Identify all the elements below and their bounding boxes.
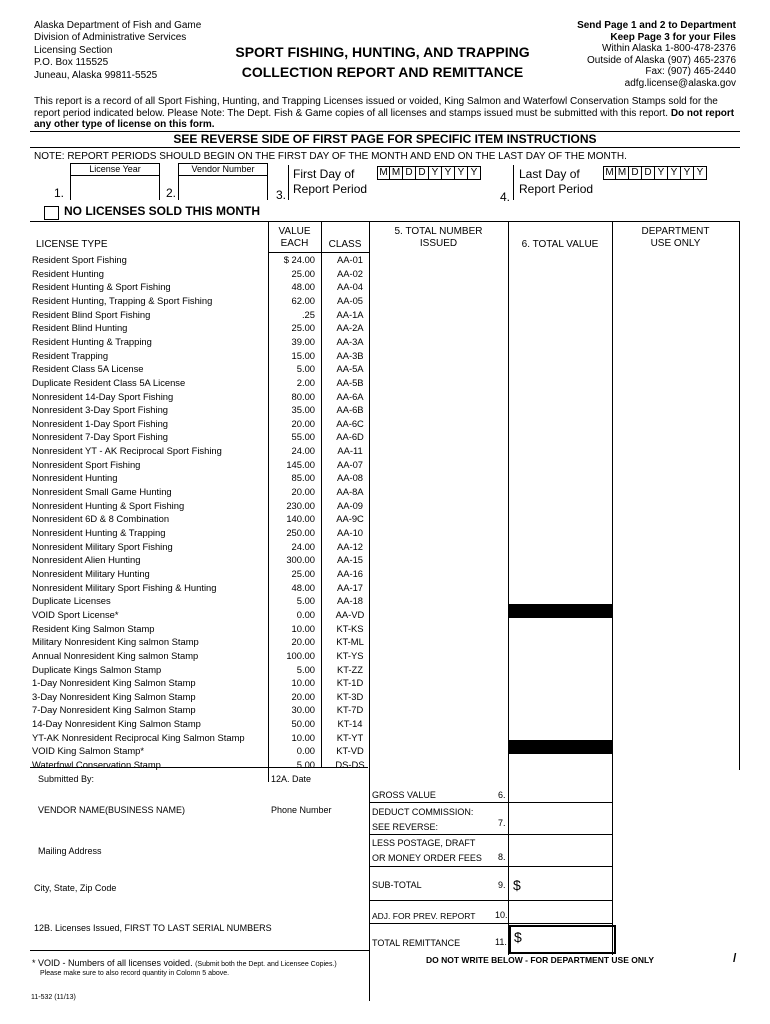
license-class: AA-1A: [336, 308, 364, 320]
license-name: Nonresident 14-Day Sport Fishing: [32, 390, 174, 402]
col-header-line: USE ONLY: [650, 238, 701, 249]
license-name: Resident Sport Fishing: [32, 254, 127, 265]
contact-line: Outside of Alaska (907) 465-2376: [587, 54, 736, 66]
table-row: [32, 308, 372, 322]
intro-paragraph: [34, 96, 740, 131]
table-row: [32, 703, 372, 717]
license-name: Nonresident 1-Day Sport Fishing: [32, 417, 169, 429]
line-number: 7.: [498, 818, 506, 828]
gross-value-label: GROSS VALUE: [372, 790, 436, 800]
license-class: AA-5B: [336, 376, 364, 388]
see-reverse-heading: SEE REVERSE SIDE OF FIRST PAGE FOR SPECIFIC ITEM INSTRUCTIONS: [173, 132, 597, 146]
col-header-total-number: [369, 226, 508, 250]
address-line: Juneau, Alaska 99811-5525: [34, 69, 158, 81]
date-cell[interactable]: Y: [681, 166, 694, 180]
table-row: [32, 253, 372, 267]
date-cell[interactable]: D: [642, 166, 655, 180]
last-day-line: Last Day of: [519, 167, 580, 181]
phone-label: Phone Number: [271, 805, 332, 815]
license-class: AA-01: [336, 254, 364, 265]
totals-rule: [369, 802, 612, 803]
void-note-text: * VOID - Numbers of all licenses voided.: [32, 958, 193, 968]
deduct-commission-label: [372, 805, 473, 835]
license-value: .25: [301, 308, 315, 320]
license-class: AA-08: [336, 472, 364, 484]
license-value: 55.00: [291, 431, 315, 443]
less-line: LESS POSTAGE, DRAFT: [372, 838, 476, 848]
license-value: 0.00: [296, 608, 315, 620]
record-note: Please make sure to also record quantity in Colomn 5 above.: [40, 970, 230, 977]
table-row: [32, 430, 372, 444]
license-name: Nonresident 6D & 8 Combination: [32, 513, 170, 525]
col-header-value: [268, 226, 321, 250]
line-number: 8.: [498, 852, 506, 862]
license-name: Resident Hunting, Trapping & Sport Fishing: [32, 294, 213, 306]
license-name: Waterfowl Conservation Stamp: [32, 759, 161, 771]
license-name: 7-Day Nonresident King Salmon Stamp: [32, 704, 196, 716]
license-value: 10.00: [291, 677, 315, 689]
col-rule: [612, 221, 613, 955]
date-cell[interactable]: Y: [694, 166, 707, 180]
table-row: [32, 717, 372, 731]
keep-instruction: Keep Page 3 for your Files: [610, 31, 736, 43]
table-row: [32, 567, 372, 581]
subtotal-label: SUB-TOTAL: [372, 880, 422, 890]
license-value: 250.00: [286, 527, 315, 538]
license-name: Nonresident 3-Day Sport Fishing: [32, 404, 169, 416]
table-row: [32, 499, 372, 513]
no-licenses-checkbox[interactable]: [44, 206, 59, 220]
first-day-line: First Day of: [293, 167, 355, 181]
license-name: Nonresident Hunting & Sport Fishing: [32, 499, 185, 511]
license-year-label: License Year: [70, 163, 160, 176]
license-value: 300.00: [286, 554, 315, 566]
less-postage-label: [372, 836, 482, 866]
license-value: 230.00: [286, 499, 315, 511]
table-row: [32, 294, 372, 308]
license-class: AA-04: [336, 281, 364, 293]
col-header-line: DEPARTMENT: [641, 226, 710, 237]
form-number: 11-532 (11/13): [31, 994, 76, 1001]
date-cell[interactable]: Y: [442, 166, 455, 180]
license-class: AA-6A: [336, 390, 364, 402]
license-class: AA-3A: [336, 335, 364, 347]
license-value: 5.00: [296, 595, 315, 607]
license-class: AA-05: [336, 294, 364, 306]
first-day-line: Report Period: [293, 182, 368, 196]
last-day-date-cells[interactable]: [603, 166, 707, 180]
license-name: 1-Day Nonresident King Salmon Stamp: [32, 677, 196, 689]
license-class: KT-VD: [336, 745, 364, 757]
table-row: [32, 581, 372, 595]
field-divider: [288, 165, 289, 200]
license-value: 20.00: [291, 690, 315, 702]
license-name: Duplicate Kings Salmon Stamp: [32, 663, 162, 675]
license-class: DS-DS: [335, 759, 365, 771]
license-name: Resident Hunting & Trapping: [32, 335, 152, 347]
dollar-sign: $: [513, 877, 521, 893]
deduct-line: DEDUCT COMMISSION:: [372, 807, 474, 817]
table-row: [32, 512, 372, 526]
table-row: [32, 622, 372, 636]
void-note: [32, 958, 337, 968]
license-class: AA-12: [336, 540, 364, 552]
license-name: Nonresident Military Hunting: [32, 567, 150, 579]
intro-bold-text: Do not report any other type of license on this form.: [34, 107, 735, 131]
address-line: Licensing Section: [34, 44, 113, 56]
first-day-date-cells[interactable]: [377, 166, 481, 180]
license-class: AA-07: [336, 458, 364, 470]
total-remittance-label: TOTAL REMITTANCE: [372, 938, 461, 948]
table-row: [32, 362, 372, 376]
line-number: 11.: [495, 937, 507, 947]
address-line: Division of Administrative Services: [34, 32, 187, 44]
col-header-class: CLASS: [328, 239, 362, 250]
date-cell[interactable]: Y: [668, 166, 681, 180]
license-name: Resident Hunting: [32, 267, 104, 279]
license-value: 140.00: [286, 513, 315, 525]
table-row: [32, 376, 372, 390]
license-name: Duplicate Resident Class 5A License: [32, 376, 186, 388]
date-cell[interactable]: M: [603, 166, 616, 180]
license-class: AA-8A: [336, 486, 364, 498]
agency-address: [34, 20, 201, 82]
void-blackout: [509, 740, 612, 754]
contact-line: Within Alaska 1-800-478-2376: [602, 43, 736, 54]
vendor-name-label: VENDOR NAME(BUSINESS NAME): [38, 805, 186, 815]
col-header-department: [612, 226, 739, 250]
license-name: Nonresident Small Game Hunting: [32, 486, 172, 498]
license-value: 62.00: [291, 294, 315, 306]
license-class: AA-15: [336, 554, 364, 566]
no-licenses-label: NO LICENSES SOLD THIS MONTH: [64, 204, 261, 218]
line-number: 6.: [498, 790, 506, 800]
less-line: OR MONEY ORDER FEES: [372, 853, 482, 863]
serials-label: 12B. Licenses Issued, FIRST TO LAST SERIAL NUMBERS: [34, 923, 272, 933]
table-row: [32, 758, 372, 772]
field-number: 2.: [166, 186, 177, 200]
license-value: 30.00: [291, 704, 315, 716]
field-divider: [513, 165, 514, 200]
date-cell[interactable]: Y: [455, 166, 468, 180]
license-value: 5.00: [296, 363, 315, 375]
totals-rule: [369, 866, 612, 867]
license-value: 50.00: [291, 718, 315, 730]
table-row: [32, 649, 372, 663]
form-title: [205, 42, 560, 82]
date-cell[interactable]: D: [403, 166, 416, 180]
license-class: AA-6B: [336, 404, 364, 416]
date-cell[interactable]: Y: [468, 166, 481, 180]
submitted-by-label: Submitted By:: [38, 774, 95, 784]
adj-label: ADJ. FOR PREV. REPORT: [372, 911, 476, 921]
table-row: [32, 540, 372, 554]
license-name: Military Nonresident King salmon Stamp: [32, 636, 199, 648]
contact-email: adfg.license@alaska.gov: [624, 77, 736, 89]
license-class: AA-16: [336, 567, 364, 579]
mailing-address-label: Mailing Address: [38, 846, 102, 856]
license-value: 5.00: [296, 759, 315, 771]
license-class: KT-KS: [336, 622, 364, 634]
license-name: Resident Blind Sport Fishing: [32, 308, 151, 320]
license-class: AA-6D: [336, 431, 364, 443]
totals-rule: [369, 900, 612, 901]
date-cell[interactable]: D: [416, 166, 429, 180]
date-cell[interactable]: Y: [429, 166, 442, 180]
license-class: KT-3D: [336, 690, 364, 702]
field-number: 3.: [276, 188, 287, 202]
contact-block: [577, 20, 736, 89]
license-class: KT-ML: [336, 636, 364, 648]
license-name: Nonresident Alien Hunting: [32, 554, 141, 566]
license-class: AA-11: [337, 445, 363, 457]
table-row: [32, 526, 372, 540]
license-class: AA-VD: [335, 608, 365, 620]
license-name: VOID King Salmon Stamp*: [32, 745, 145, 757]
table-row: [32, 417, 372, 431]
table-row: [32, 321, 372, 335]
license-name: Resident King Salmon Stamp: [32, 622, 155, 634]
license-name: 3-Day Nonresident King Salmon Stamp: [32, 690, 196, 702]
license-name: Nonresident Military Sport Fishing & Hunting: [32, 581, 217, 593]
table-row: [32, 676, 372, 690]
license-value: 2.00: [296, 376, 315, 388]
date-cell[interactable]: M: [390, 166, 403, 180]
table-row: [32, 608, 372, 622]
first-day-label: [293, 167, 367, 197]
license-class: AA-2A: [336, 322, 364, 334]
license-value: 10.00: [291, 622, 315, 634]
license-name: Nonresident YT - AK Reciprocal Sport Fishing: [32, 445, 222, 457]
table-row: [32, 485, 372, 499]
footer-rule: [30, 950, 369, 951]
license-name: Nonresident Military Sport Fishing: [32, 540, 173, 552]
license-value: 145.00: [286, 458, 315, 470]
license-class: KT-ZZ: [336, 663, 364, 675]
field-number: 1.: [54, 186, 65, 200]
table-row: [32, 594, 372, 608]
license-class: AA-17: [336, 581, 364, 593]
line-number: 10.: [495, 910, 508, 920]
license-class: AA-02: [336, 267, 364, 279]
license-name: Nonresident 7-Day Sport Fishing: [32, 431, 169, 443]
table-row: [32, 267, 372, 281]
license-name: Resident Hunting & Sport Fishing: [32, 281, 171, 293]
license-name: Nonresident Sport Fishing: [32, 458, 141, 470]
dollar-sign: $: [514, 929, 522, 945]
title-line: COLLECTION REPORT AND REMITTANCE: [241, 64, 524, 80]
mark: /: [733, 951, 737, 965]
deduct-line: SEE REVERSE:: [372, 822, 439, 832]
license-class: AA-6C: [336, 417, 364, 429]
title-line: SPORT FISHING, HUNTING, AND TRAPPING: [235, 44, 530, 60]
license-value: 10.00: [291, 731, 315, 743]
license-value: 100.00: [286, 649, 315, 661]
license-name: Annual Nonresident King salmon Stamp: [32, 649, 199, 661]
license-value: 20.00: [291, 417, 315, 429]
table-row: [32, 744, 372, 758]
send-instruction: Send Page 1 and 2 to Department: [577, 20, 736, 31]
table-row: [32, 635, 372, 649]
last-day-line: Report Period: [519, 182, 594, 196]
col-header-total-value: 6. TOTAL VALUE: [521, 239, 599, 250]
col-header-line: VALUE: [278, 226, 311, 237]
col-header-license-type: LICENSE TYPE: [36, 239, 108, 250]
table-row: [32, 390, 372, 404]
license-value: 25.00: [291, 322, 315, 334]
license-value: 15.00: [291, 349, 315, 361]
last-day-label: [519, 167, 593, 197]
table-row: [32, 663, 372, 677]
license-value: 85.00: [291, 472, 315, 484]
table-row: [32, 335, 372, 349]
license-name: Nonresident Hunting & Trapping: [32, 527, 166, 538]
license-name: Resident Trapping: [32, 349, 109, 361]
date-cell[interactable]: M: [377, 166, 390, 180]
license-value: 48.00: [291, 281, 315, 293]
license-class: AA-5A: [336, 363, 364, 375]
table-row: [32, 349, 372, 363]
license-value: 48.00: [291, 581, 315, 593]
address-line: P.O. Box 115525: [34, 57, 109, 69]
license-name: VOID Sport License*: [32, 608, 119, 620]
license-name: Duplicate Licenses: [32, 595, 111, 607]
license-class: AA-10: [336, 527, 364, 538]
license-value: 25.00: [291, 567, 315, 579]
date-cell[interactable]: D: [629, 166, 642, 180]
license-value: $ 24.00: [283, 254, 315, 265]
city-label: City, State, Zip Code: [34, 883, 117, 893]
license-class: KT-YT: [336, 731, 364, 743]
period-note: NOTE: REPORT PERIODS SHOULD BEGIN ON THE FIRST DAY OF THE MONTH AND END ON THE LAST DAY OF THE MONTH.: [34, 151, 627, 162]
col-header-line: ISSUED: [419, 238, 458, 249]
table-row: [32, 280, 372, 294]
totals-rule: [369, 923, 612, 924]
line-number: 9.: [498, 880, 506, 890]
contact-line: Fax: (907) 465-2440: [645, 66, 736, 77]
license-class: KT-14: [337, 718, 363, 730]
void-note-small: (Submit both the Dept. and Licensee Copies.): [195, 961, 337, 968]
license-value: 5.00: [296, 663, 315, 675]
license-class: AA-3B: [336, 349, 364, 361]
table-row: [32, 458, 372, 472]
col-header-line: EACH: [280, 238, 309, 249]
table-row: [32, 553, 372, 567]
license-name: Nonresident Hunting: [32, 472, 118, 484]
totals-rule: [369, 834, 612, 835]
total-remittance-box[interactable]: [509, 925, 616, 954]
license-value: 25.00: [291, 267, 315, 279]
license-class: KT-7D: [336, 704, 364, 716]
divider: [30, 147, 740, 148]
license-value: 35.00: [291, 404, 315, 416]
department-use-note: DO NOT WRITE BELOW - FOR DEPARTMENT USE ONLY: [426, 955, 655, 965]
table-row: [32, 690, 372, 704]
license-value: 0.00: [296, 745, 315, 757]
license-value: 20.00: [291, 486, 315, 498]
col-header-line: 5. TOTAL NUMBER: [394, 226, 483, 237]
table-top-rule: [30, 221, 740, 222]
void-blackout: [509, 604, 612, 618]
license-value: 39.00: [291, 335, 315, 347]
col-rule: [739, 221, 740, 770]
license-class: AA-09: [336, 499, 364, 511]
address-line: Alaska Department of Fish and Game: [34, 20, 202, 31]
license-value: 20.00: [291, 636, 315, 648]
license-value: 80.00: [291, 390, 315, 402]
date-cell[interactable]: Y: [655, 166, 668, 180]
intro-text: This report is a record of all Sport Fishing, Hunting, and Trapping Licenses issued or voided, King Salmon and Waterfowl Conservation Stamps sold for the report period indicated below. Please Note: The Dept. Fish & Game copies of all licenses and stamps issued must be submitted with this report.: [34, 96, 718, 119]
license-name: Resident Blind Hunting: [32, 322, 128, 334]
license-name: YT-AK Nonresident Reciprocal King Salmon Stamp: [32, 731, 245, 743]
license-value: 24.00: [291, 445, 315, 457]
license-name: 14-Day Nonresident King Salmon Stamp: [32, 718, 201, 730]
vendor-number-label: Vendor Number: [178, 163, 268, 176]
date-cell[interactable]: M: [616, 166, 629, 180]
field-number: 4.: [500, 190, 511, 204]
col-rule: [508, 221, 509, 955]
table-row: [32, 731, 372, 745]
license-class: KT-1D: [336, 677, 364, 689]
license-name: Resident Class 5A License: [32, 363, 144, 375]
license-class: AA-18: [336, 595, 364, 607]
table-row: [32, 403, 372, 417]
table-row: [32, 471, 372, 485]
date-12a-label: 12A. Date: [271, 774, 312, 784]
license-value: 24.00: [291, 540, 315, 552]
table-row: [32, 444, 372, 458]
license-class: AA-9C: [336, 513, 364, 525]
license-class: KT-YS: [336, 649, 364, 661]
